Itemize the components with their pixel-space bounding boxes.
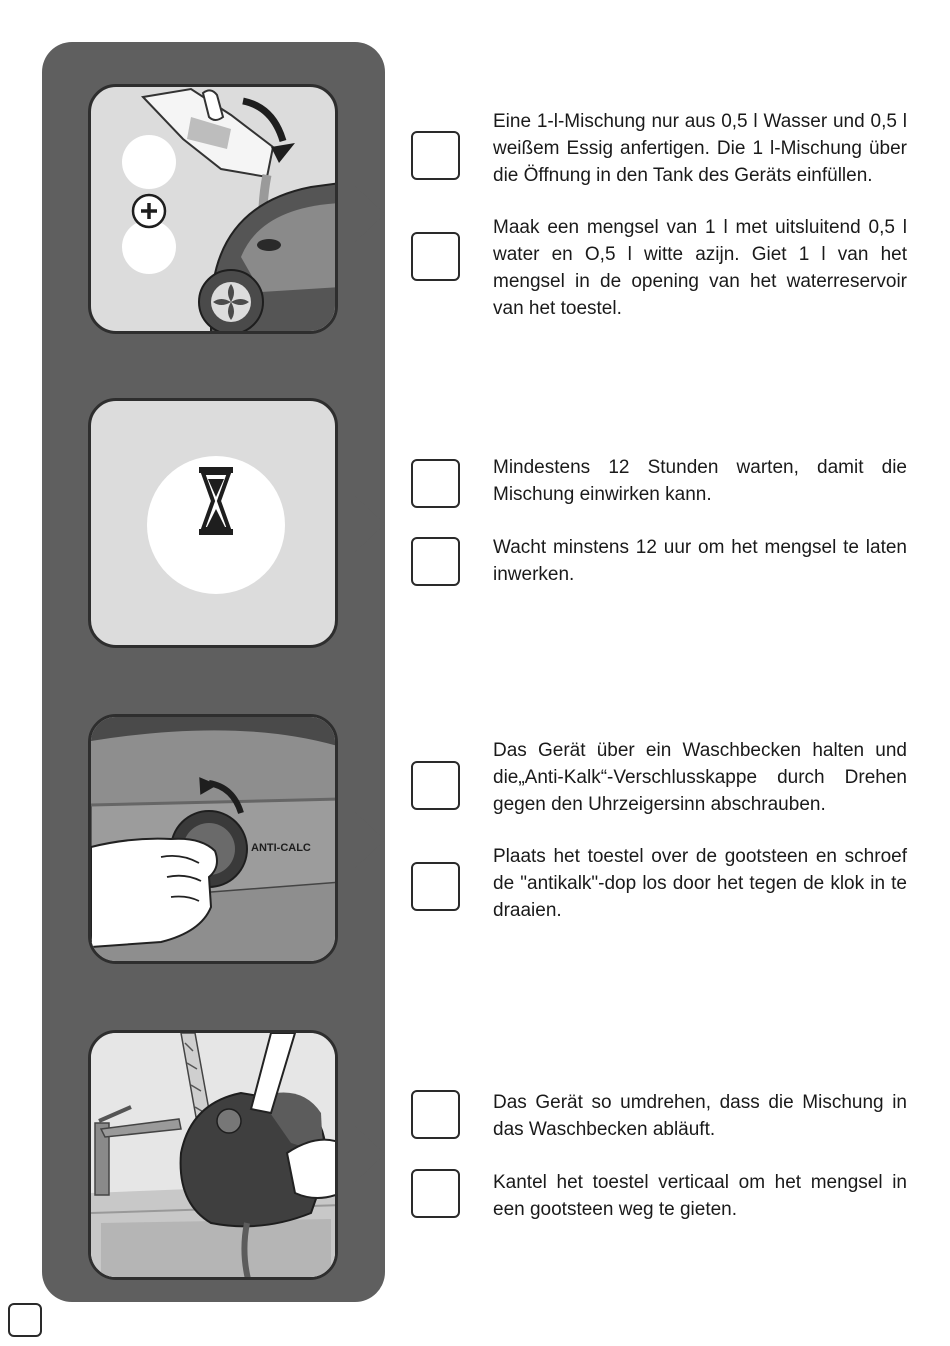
illustration-tilt-over-sink xyxy=(88,1030,338,1280)
illustration-pour-mixture xyxy=(88,84,338,334)
page-number-box xyxy=(8,1303,42,1337)
checkbox-step4-de[interactable] xyxy=(411,1090,460,1139)
pointer-notch-1 xyxy=(355,186,385,242)
step2-text-nl: Wacht minstens 12 uur om het mengsel te laten inwerken. xyxy=(493,537,907,585)
illustration-hourglass xyxy=(88,398,338,648)
checkbox-step2-de[interactable] xyxy=(411,459,460,508)
step3-text-de: Das Gerät über ein Waschbecken halten und die„Anti-Kalk“-Verschlusskappe durch Drehen gegen den Uhrzeigersinn abschrauben. xyxy=(493,740,907,815)
step1-text-de: Eine 1-l-Mischung nur aus 0,5 l Wasser und 0,5 l weißem Essig anfertigen. Die 1 l-Mischung über die Öffnung in den Tank des Geräts einfüllen. xyxy=(493,111,907,186)
pointer-notch-4 xyxy=(355,1126,385,1182)
step1-text-nl: Maak een mengsel van 1 l met uitsluitend 0,5 l water en O,5 l witte azijn. Giet 1 l van het mengsel in de opening van het waterreservoir van het toestel. xyxy=(493,217,907,319)
checkbox-step1-de[interactable] xyxy=(411,131,460,180)
step4-text-de: Das Gerät so umdrehen, dass die Mischung in das Waschbecken abläuft. xyxy=(493,1092,907,1140)
checkbox-step2-nl[interactable] xyxy=(411,537,460,586)
pointer-notch-2 xyxy=(355,496,385,552)
step2-text-de: Mindestens 12 Stunden warten, damit die Mischung einwirken kann. xyxy=(493,457,907,505)
checkbox-step3-de[interactable] xyxy=(411,761,460,810)
pointer-notch-3 xyxy=(355,812,385,868)
checkbox-step3-nl[interactable] xyxy=(411,862,460,911)
checkbox-step1-nl[interactable] xyxy=(411,232,460,281)
step4-text-nl: Kantel het toestel verticaal om het mengsel in een gootsteen weg te gieten. xyxy=(493,1172,907,1220)
checkbox-step4-nl[interactable] xyxy=(411,1169,460,1218)
anti-calc-label: ANTI-CALC xyxy=(251,842,311,854)
step3-text-nl: Plaats het toestel over de gootsteen en schroef de "antikalk"-dop los door het tegen de klok in te draaien. xyxy=(493,846,907,921)
illustration-anti-calc-cap xyxy=(88,714,338,964)
